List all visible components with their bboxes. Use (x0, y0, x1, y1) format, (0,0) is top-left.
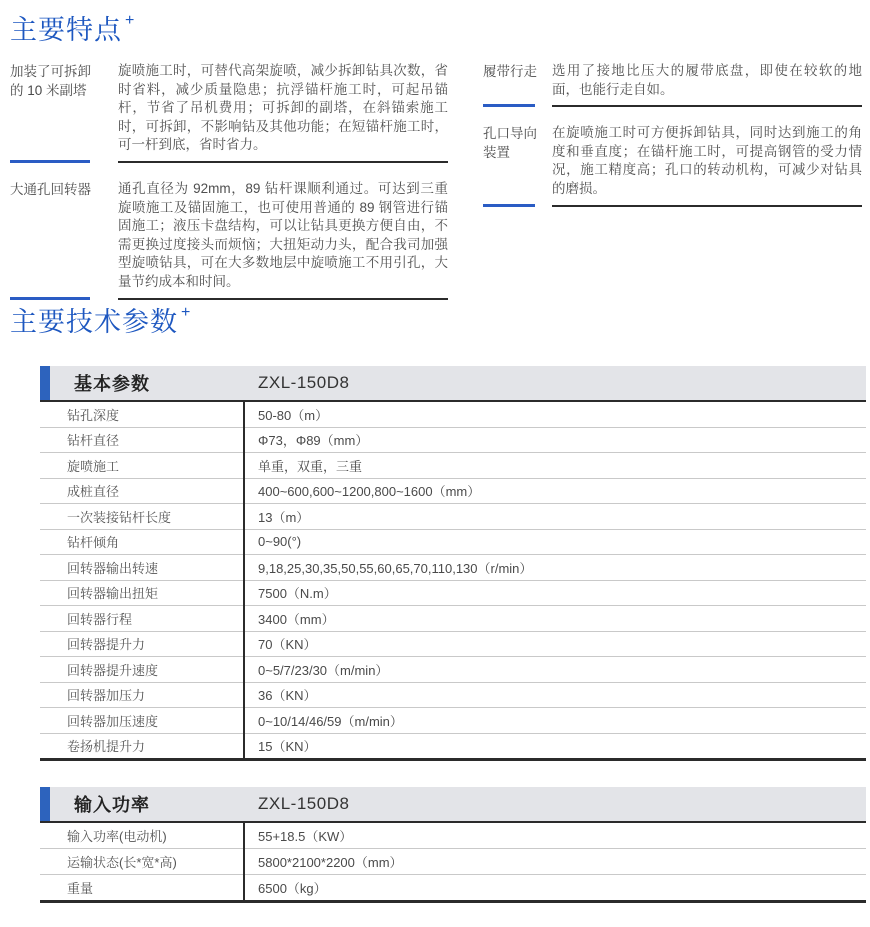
feature-label-column (10, 62, 98, 163)
param-name-cell: 运输状态(长*宽*高) (67, 855, 177, 870)
description-underline (118, 161, 448, 163)
param-value-cell: 36（KN） (258, 688, 317, 704)
table-body (40, 823, 866, 903)
table-row (40, 581, 866, 607)
table-header-title: 基本参数 (74, 374, 150, 394)
header-accent-bar (40, 366, 50, 400)
feature-label-column (10, 180, 98, 300)
feature-description-column (118, 62, 448, 163)
param-value-cell: 6500（kg） (258, 881, 327, 896)
header-accent-bar (40, 787, 50, 821)
column-divider (243, 823, 245, 900)
features-column-right (483, 62, 862, 224)
description-underline (552, 105, 862, 107)
feature-label-column (483, 124, 543, 206)
plus-mark-icon: + (125, 12, 136, 29)
label-underline (10, 160, 90, 163)
table-row (40, 504, 866, 530)
feature-description: 在旋喷施工时可方便拆卸钻具，同时达到施工的角度和垂直度；在锚杆施工时，可提高钢管的受力情况，施工精度高；孔口的转动机构，可减少对钻具的磨损。 (552, 125, 862, 196)
feature-item (10, 180, 448, 300)
label-underline (483, 204, 535, 207)
param-name-cell: 卷扬机提升力 (67, 739, 146, 755)
feature-item (483, 124, 862, 206)
param-name-cell: 输入功率(电动机) (67, 829, 167, 844)
specs-section-title-text: 主要技术参数 (10, 307, 178, 337)
param-name-cell: 回转器输出转速 (67, 560, 159, 576)
param-name-cell: 钻孔深度 (67, 407, 120, 423)
param-value-cell: 70（KN） (258, 637, 317, 653)
param-name-cell: 回转器加压速度 (67, 713, 159, 729)
table-row (40, 453, 866, 479)
table-header-title: 输入功率 (74, 795, 150, 815)
table-row (40, 555, 866, 581)
feature-description: 选用了接地比压大的履带底盘，即使在较软的地面，也能行走自如。 (552, 63, 862, 97)
feature-description-column (118, 180, 448, 300)
param-value-cell: 0~5/7/23/30（m/min） (258, 662, 389, 678)
param-value-cell: 0~90(°) (258, 534, 302, 550)
param-name-cell: 回转器提升力 (67, 637, 146, 653)
table-header-model: ZXL-150D8 (258, 373, 350, 392)
param-name-cell: 旋喷施工 (67, 458, 120, 474)
param-value-cell: 5800*2100*2200（mm） (258, 855, 403, 870)
param-name-cell: 回转器加压力 (67, 688, 146, 704)
table-row (40, 657, 866, 683)
label-underline (483, 104, 535, 107)
basic-params-table (40, 366, 866, 761)
param-name-cell: 重量 (67, 881, 94, 896)
table-row (40, 606, 866, 632)
specs-section-title (10, 300, 191, 339)
param-value-cell: 7500（N.m） (258, 586, 337, 602)
param-value-cell: Φ73，Φ89（mm） (258, 433, 369, 449)
features-section-title (10, 8, 135, 47)
description-underline (552, 205, 862, 207)
param-value-cell: 单重，双重，三重 (258, 458, 363, 474)
feature-label: 孔口导向装置 (483, 126, 537, 161)
feature-label: 大通孔回转器 (10, 181, 91, 197)
feature-item (483, 62, 862, 107)
param-value-cell: 400~600,600~1200,800~1600（mm） (258, 484, 481, 500)
feature-description: 通孔直径为 92mm，89 钻杆课顺利通过。可达到三重旋喷施工及锚固施工，也可使用普通的 89 钢管进行锚固施工；液压卡盘结构，可以让钻具更换方便自由，不需更换过度接头而烦恼；大扭矩动力头，配合我司加强型旋喷钻具，可在大多数地层中旋喷施工不用引孔，大量节约成本和时间。 (118, 180, 448, 289)
table-row (40, 849, 866, 875)
param-name-cell: 成桩直径 (67, 484, 120, 500)
column-divider (243, 402, 245, 758)
feature-label-column (483, 62, 543, 107)
param-value-cell: 50-80（m） (258, 407, 329, 423)
features-column-left (10, 62, 448, 317)
param-name-cell: 一次装接钻杆长度 (67, 509, 172, 525)
feature-label: 加装了可拆卸的 10 米副塔 (10, 64, 91, 98)
param-name-cell: 钻杆直径 (67, 433, 120, 449)
plus-mark-icon: + (181, 304, 192, 321)
feature-description: 旋喷施工时，可替代高架旋喷，减少拆卸钻具次数，省时省料，减少质量隐患；抗浮锚杆施工时，可起吊锚杆，节省了吊机费用；可拆卸的副塔，在斜锚索施工时，可拆卸，不影响钻及其他功能；在短锚杆施工时，可一杆到底，省时省力。 (118, 63, 448, 153)
features-section-title-text: 主要特点 (10, 15, 122, 45)
table-row (40, 402, 866, 428)
table-row (40, 734, 866, 759)
param-value-cell: 9,18,25,30,35,50,55,60,65,70,110,130（r/min） (258, 560, 533, 576)
feature-description-column (552, 124, 862, 206)
table-body (40, 402, 866, 761)
table-row (40, 428, 866, 454)
param-value-cell: 13（m） (258, 509, 310, 525)
table-row (40, 632, 866, 658)
table-row (40, 683, 866, 709)
param-value-cell: 55+18.5（KW） (258, 829, 353, 844)
param-value-cell: 0~10/14/46/59（m/min） (258, 713, 403, 729)
param-value-cell: 15（KN） (258, 739, 317, 755)
table-row (40, 530, 866, 556)
feature-item (10, 62, 448, 163)
table-header-model: ZXL-150D8 (258, 794, 350, 813)
param-name-cell: 回转器输出扭矩 (67, 586, 159, 602)
table-row (40, 479, 866, 505)
table-row (40, 823, 866, 849)
param-name-cell: 钻杆倾角 (67, 535, 120, 551)
param-name-cell: 回转器行程 (67, 611, 133, 627)
table-header (40, 787, 866, 823)
input-power-table (40, 787, 866, 903)
table-row (40, 875, 866, 900)
table-header (40, 366, 866, 402)
param-name-cell: 回转器提升速度 (67, 662, 159, 678)
param-value-cell: 3400（mm） (258, 611, 335, 627)
feature-label: 履带行走 (483, 64, 537, 79)
feature-description-column (552, 62, 862, 107)
table-row (40, 708, 866, 734)
